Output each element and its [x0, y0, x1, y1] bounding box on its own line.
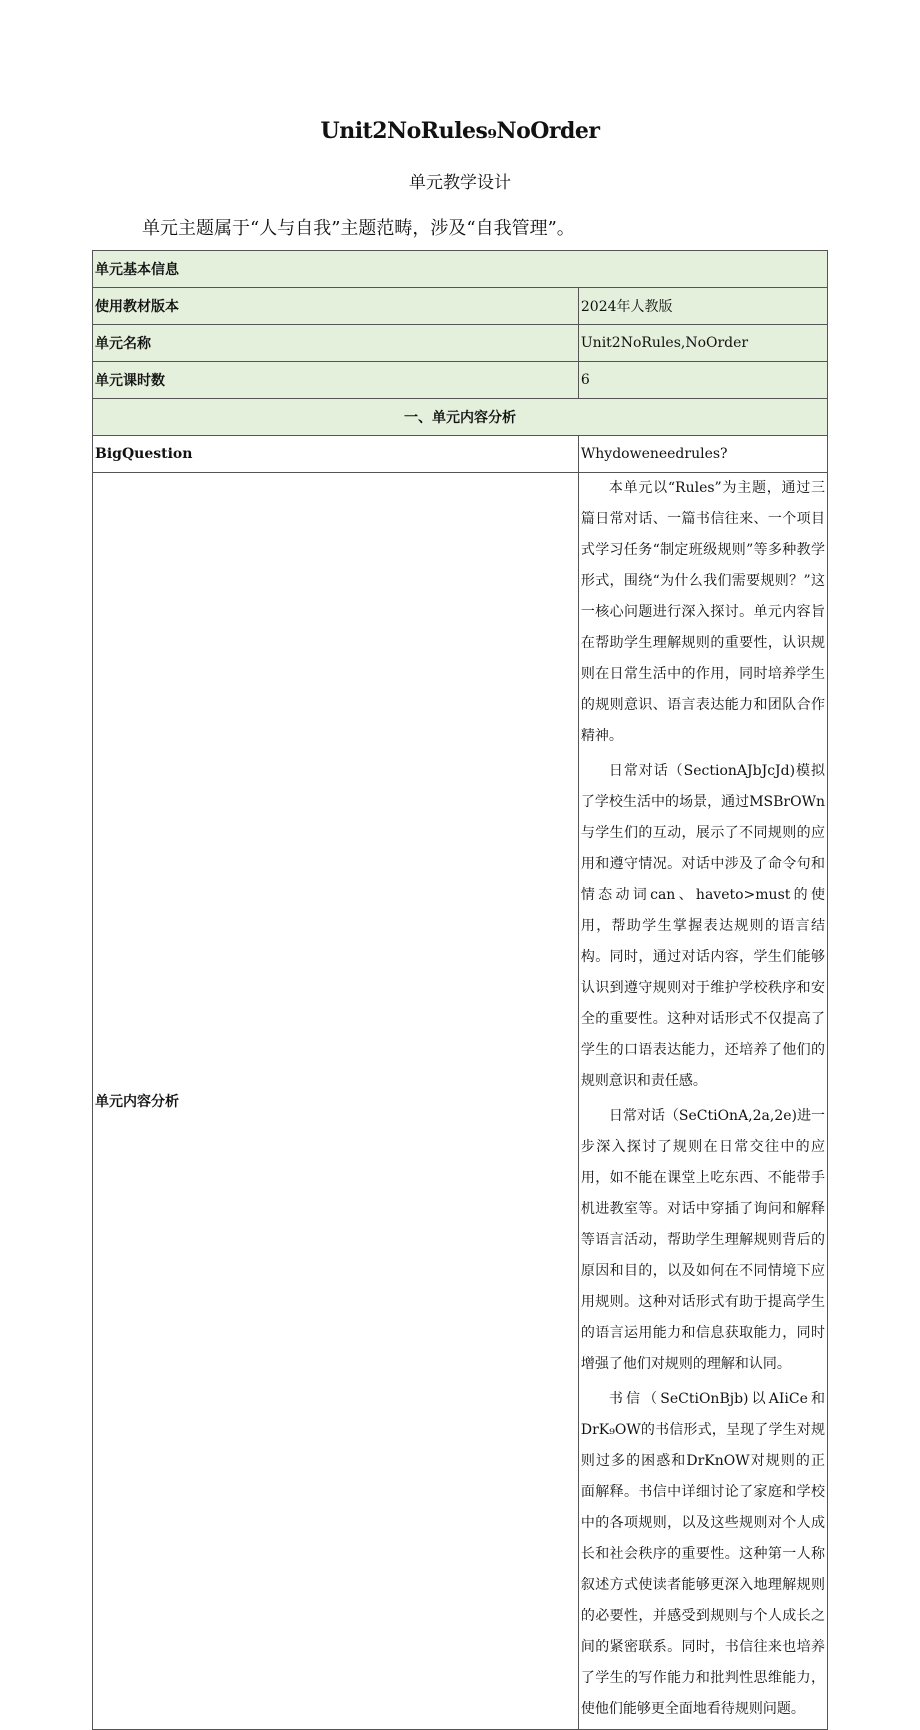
analysis-paragraph: 书信（SeCtiOnBjb)以AIiCe和DrK₉OW的书信形式，呈现了学生对规则过多的困惑和DrKnOW对规则的正面解释。书信中详细讨论了家庭和学校中的各项规则，以及这些规则对个人成长和社会秩序的重要性。这种第一人称叙述方式使读者能够更深入地理解规则的必要性，并感受到规则与个人成长之间的紧密联系。同时，书信往来也培养了学生的写作能力和批判性思维能力，使他们能够更全面地看待规则问题。 — [580, 1391, 825, 1717]
row-label-unit-name: 单元名称 — [93, 325, 579, 362]
big-question-value: Whydoweneedrules? — [578, 436, 827, 473]
content-analysis-body — [578, 473, 827, 1730]
content-analysis-label: 单元内容分析 — [93, 473, 579, 1730]
document-subtitle: 单元教学设计 — [409, 173, 511, 193]
basic-info-header: 单元基本信息 — [93, 251, 828, 288]
section-header-row — [93, 399, 828, 436]
table-row — [93, 288, 828, 325]
section-header-content-analysis: 一、单元内容分析 — [93, 399, 828, 436]
analysis-paragraph: 日常对话（SectionAJbJcJd)模拟了学校生活中的场景，通过MSBrOWn与学生们的互动，展示了不同规则的应用和遵守情况。对话中涉及了命令句和情态动词can、haveto>must的使用，帮助学生掌握表达规则的语言结构。同时，通过对话内容，学生们能够认识到遵守规则对于维护学校秩序和安全的重要性。这种对话形式不仅提高了学生的口语表达能力，还培养了他们的规则意识和责任感。 — [580, 763, 825, 1089]
big-question-row — [93, 436, 828, 473]
row-value-unit-name: Unit2NoRules,NoOrder — [578, 325, 827, 362]
big-question-label: BigQuestion — [93, 436, 579, 473]
document-title: Unit2NoRules₉NoOrder — [320, 118, 600, 144]
row-label-lesson-count: 单元课时数 — [93, 362, 579, 399]
table-row — [93, 362, 828, 399]
row-value-textbook-version: 2024年人教版 — [578, 288, 827, 325]
row-value-lesson-count: 6 — [578, 362, 827, 399]
unit-design-table — [92, 250, 828, 1730]
row-label-textbook-version: 使用教材版本 — [93, 288, 579, 325]
table-row — [93, 325, 828, 362]
basic-info-header-row — [93, 251, 828, 288]
analysis-paragraph: 本单元以“Rules”为主题，通过三篇日常对话、一篇书信往来、一个项目式学习任务“制定班级规则”等多种教学形式，围绕“为什么我们需要规则？”这一核心问题进行深入探讨。单元内容旨在帮助学生理解规则的重要性，认识规则在日常生活中的作用，同时培养学生的规则意识、语言表达能力和团队合作精神。 — [580, 480, 825, 744]
analysis-paragraph: 日常对话（SeCtiOnA,2a,2e)进一步深入探讨了规则在日常交往中的应用，如不能在课堂上吃东西、不能带手机进教室等。对话中穿插了询问和解释等语言活动，帮助学生理解规则背后的原因和目的，以及如何在不同情境下应用规则。这种对话形式有助于提高学生的语言运用能力和信息获取能力，同时增强了他们对规则的理解和认同。 — [580, 1108, 825, 1372]
content-analysis-row — [93, 473, 828, 1730]
unit-theme-intro: 单元主题属于“人与自我”主题范畴，涉及“自我管理”。 — [142, 218, 575, 239]
